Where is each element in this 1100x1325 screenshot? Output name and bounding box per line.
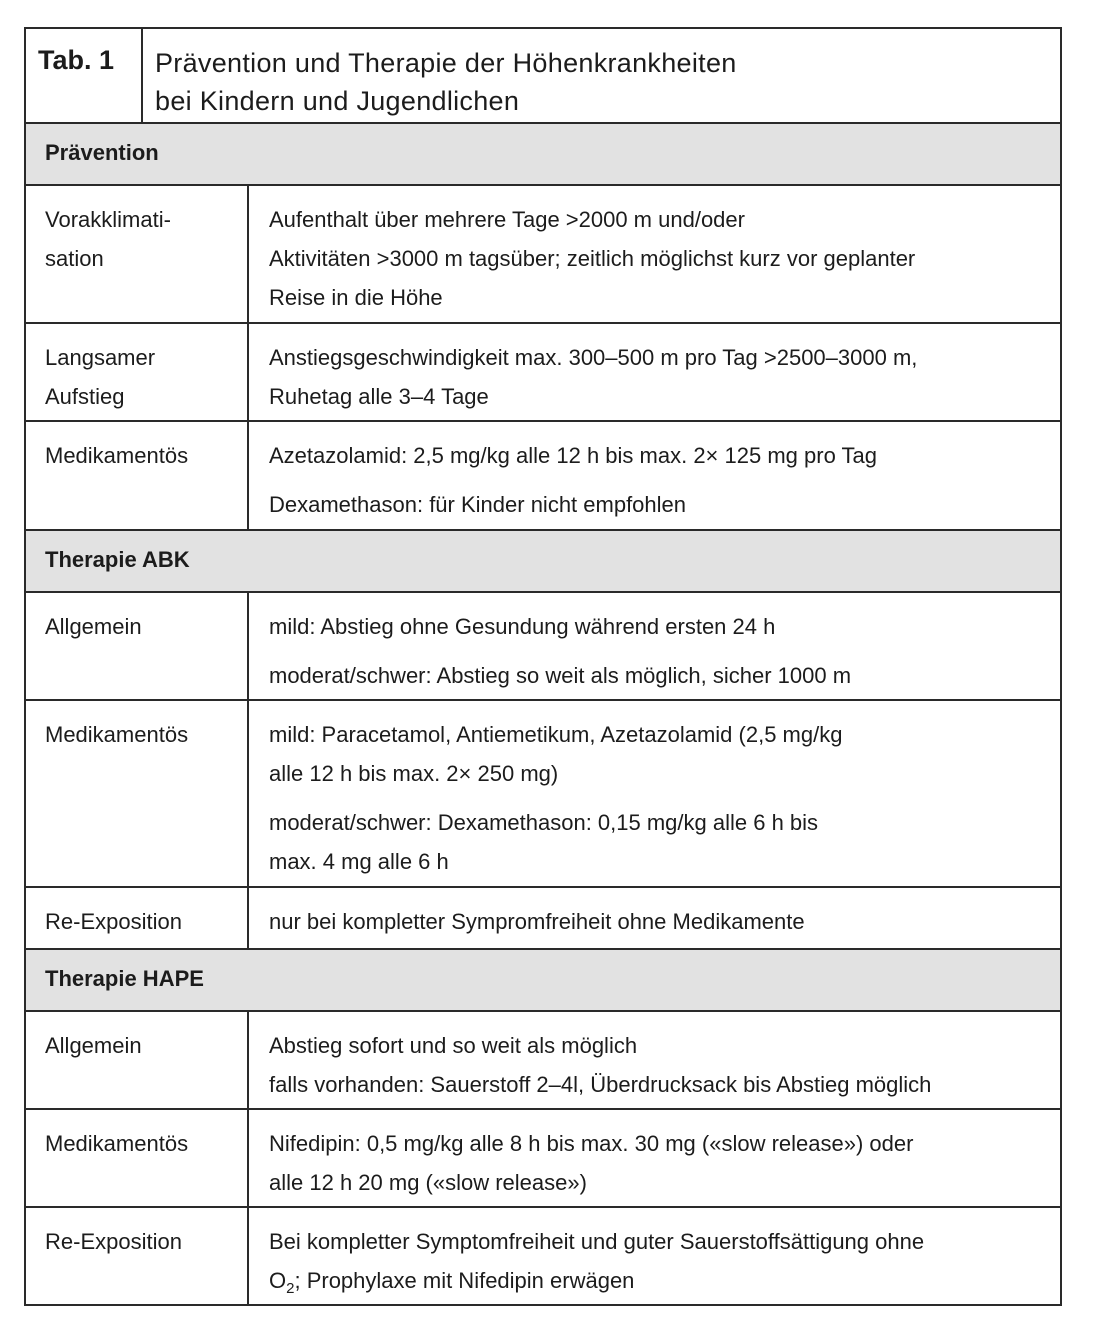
section-heading-abk: Therapie ABK xyxy=(26,531,1060,593)
row-value-line: alle 12 h bis max. 2× 250 mg) xyxy=(269,761,559,786)
row-label-line: Vorakklimati- xyxy=(45,207,171,232)
row-value-line: Azetazolamid: 2,5 mg/kg alle 12 h bis max. 2× 125 mg pro Tag xyxy=(269,443,877,468)
table-title-line: bei Kindern und Jugendlichen xyxy=(155,86,520,116)
row-value xyxy=(249,186,1060,322)
row-label: Re-Exposition xyxy=(26,1208,249,1304)
row-value-line: Anstiegsgeschwindigkeit max. 300–500 m pro Tag >2500–3000 m, xyxy=(269,345,918,370)
row-value xyxy=(249,324,1060,420)
row-value-line: alle 12 h 20 mg («slow release») xyxy=(269,1170,587,1195)
row-label-line: Langsamer xyxy=(45,345,156,370)
row-value-line: moderat/schwer: Dexamethason: 0,15 mg/kg alle 6 h bis xyxy=(269,810,819,835)
section-heading-praevention: Prävention xyxy=(26,124,1060,186)
row-value xyxy=(249,1012,1060,1108)
row-value xyxy=(249,593,1060,699)
table-row xyxy=(26,324,1060,422)
table-row xyxy=(26,1208,1060,1304)
row-value-line: Nifedipin: 0,5 mg/kg alle 8 h bis max. 30 mg («slow release») oder xyxy=(269,1131,914,1156)
row-value xyxy=(249,422,1060,529)
oxygen-symbol: O xyxy=(269,1268,287,1293)
row-value-line: Ruhetag alle 3–4 Tage xyxy=(269,384,489,409)
row-label: Medikamentös xyxy=(26,422,249,529)
row-value-line: mild: Abstieg ohne Gesundung während ersten 24 h xyxy=(269,614,776,639)
row-label: Medikamentös xyxy=(26,1110,249,1206)
table-row xyxy=(26,186,1060,324)
row-value: nur bei kompletter Sympromfreiheit ohne Medikamente xyxy=(269,909,805,934)
row-label: Re-Exposition xyxy=(26,888,249,948)
row-value-line: max. 4 mg alle 6 h xyxy=(269,849,449,874)
table-title-line: Prävention und Therapie der Höhenkrankheiten xyxy=(155,48,737,78)
row-label xyxy=(26,324,249,420)
row-value-line: Aktivitäten >3000 m tagsüber; zeitlich möglichst kurz vor geplanter xyxy=(269,246,916,271)
table-row xyxy=(26,422,1060,531)
table-row xyxy=(26,701,1060,888)
table-row xyxy=(26,1012,1060,1110)
table-row xyxy=(26,593,1060,701)
row-value-line xyxy=(269,1261,1052,1300)
row-value-line: Dexamethason: für Kinder nicht empfohlen xyxy=(269,492,687,517)
row-value-line: Aufenthalt über mehrere Tage >2000 m und/oder xyxy=(269,207,745,232)
section-heading-hape: Therapie HAPE xyxy=(26,950,1060,1012)
row-label: Medikamentös xyxy=(26,701,249,886)
table-caption xyxy=(26,29,1060,124)
row-value-line: Abstieg sofort und so weit als möglich xyxy=(269,1033,638,1058)
row-value xyxy=(249,1208,1060,1304)
row-value xyxy=(249,701,1060,886)
row-label: Allgemein xyxy=(26,593,249,699)
oxygen-subscript: 2 xyxy=(286,1280,295,1297)
table-row xyxy=(26,1110,1060,1208)
table-frame xyxy=(24,27,1062,1306)
row-value-line: Bei kompletter Symptomfreiheit und guter Sauerstoffsättigung ohne xyxy=(269,1229,925,1254)
table-title xyxy=(143,29,737,122)
row-value-line: mild: Paracetamol, Antiemetikum, Azetazolamid (2,5 mg/kg xyxy=(269,722,843,747)
table-number: Tab. 1 xyxy=(26,29,143,122)
row-value-text: ; Prophylaxe mit Nifedipin erwägen xyxy=(294,1268,635,1293)
table-row xyxy=(26,888,1060,950)
row-label-line: Aufstieg xyxy=(45,384,125,409)
row-value-paragraph xyxy=(269,715,1052,793)
row-value-line: Reise in die Höhe xyxy=(269,285,443,310)
row-value-paragraph xyxy=(269,803,1052,881)
row-label-line: sation xyxy=(45,246,104,271)
row-value xyxy=(249,1110,1060,1206)
row-label: Allgemein xyxy=(26,1012,249,1108)
row-label xyxy=(26,186,249,322)
row-value-line: falls vorhanden: Sauerstoff 2–4l, Überdrucksack bis Abstieg möglich xyxy=(269,1072,932,1097)
row-value-line: moderat/schwer: Abstieg so weit als möglich, sicher 1000 m xyxy=(269,663,852,688)
